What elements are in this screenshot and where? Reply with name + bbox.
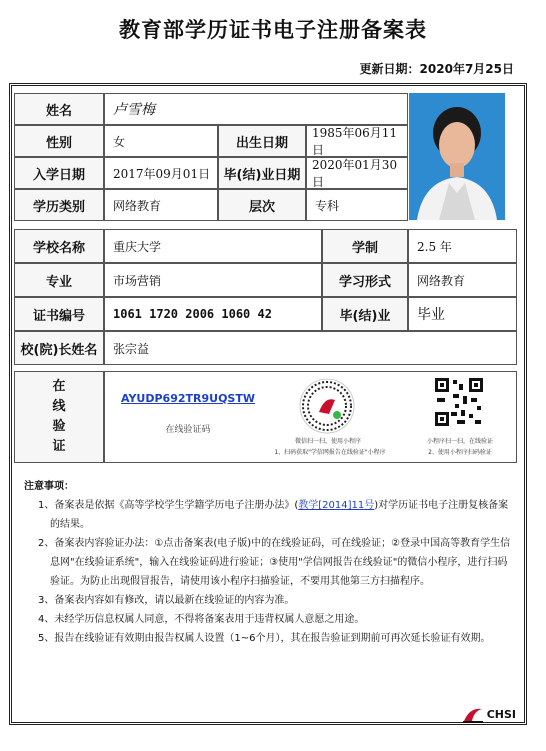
verify-step-1: 1、扫码获取"学信网报告在线验证"小程序 [274, 449, 386, 456]
label-enroll: 入学日期 [14, 157, 104, 189]
verify-char-3: 验 [52, 419, 66, 434]
note-1-text-end: )对学历证书电子注册复核备案的结果。 [50, 500, 509, 530]
notes-section [24, 477, 514, 648]
label-duration: 学制 [322, 229, 408, 263]
update-date: 更新日期：2020年7月25日 [359, 62, 514, 76]
note-1 [24, 496, 514, 534]
notes-heading: 注意事项： [24, 481, 74, 492]
value-grad-result: 毕业 [408, 297, 517, 331]
student-photo [409, 93, 505, 220]
label-graduate: 毕(结)业日期 [218, 157, 306, 189]
note-3: 3、备案表内容如有修改，请以最新在线验证的内容为准。 [38, 595, 295, 606]
portrait-image [409, 93, 505, 220]
verify-char-2: 线 [52, 399, 66, 414]
chsi-logo [462, 705, 516, 723]
value-graduate: 2020年01月30日 [306, 157, 408, 189]
value-birth: 1985年06月11日 [306, 125, 408, 157]
label-name: 姓名 [14, 93, 104, 125]
label-school: 学校名称 [14, 229, 104, 263]
value-study-form: 网络教育 [408, 263, 517, 297]
verify-char-4: 证 [52, 439, 66, 454]
regulation-link[interactable]: 教学[2014]11号 [298, 500, 375, 511]
label-president: 校(院)长姓名 [14, 331, 104, 365]
verify-char-1: 在 [52, 379, 66, 394]
label-gender: 性别 [14, 125, 104, 157]
value-major: 市场营销 [104, 263, 322, 297]
value-category: 网络教育 [104, 189, 218, 221]
note-1-text: 1、备案表是依据《高等学校学生学籍学历电子注册办法》( [38, 500, 299, 511]
note-4: 4、未经学历信息权属人同意，不得将备案表用于违背权属人意愿之用途。 [38, 614, 365, 625]
value-level: 专科 [306, 189, 408, 221]
mini-program-code-icon[interactable] [299, 378, 355, 434]
label-category: 学历类别 [14, 189, 104, 221]
page-title: 教育部学历证书电子注册备案表 [119, 18, 427, 42]
value-duration: 2.5 年 [408, 229, 517, 263]
verify-code-link[interactable]: AYUDP692TR9UQSTW [121, 392, 255, 405]
label-major: 专业 [14, 263, 104, 297]
verify-step-2: 2、使用小程序扫码验证 [428, 449, 492, 456]
label-study-form: 学习形式 [322, 263, 408, 297]
label-birth: 出生日期 [218, 125, 306, 157]
value-gender: 女 [104, 125, 218, 157]
chsi-logo-text: CHSI [486, 707, 516, 721]
label-online-verify [14, 371, 104, 463]
qr-hint: 小程序扫一扫，在线验证 [426, 438, 493, 445]
value-enroll: 2017年09月01日 [104, 157, 218, 189]
value-president: 张宗益 [104, 331, 517, 365]
verify-box [104, 371, 517, 463]
label-grad-result: 毕(结)业 [322, 297, 408, 331]
chsi-logo-icon [462, 705, 484, 723]
qr-code-icon[interactable] [433, 376, 485, 428]
label-level: 层次 [218, 189, 306, 221]
label-cert-no: 证书编号 [14, 297, 104, 331]
note-5: 5、报告在线验证有效期由报告权属人设置（1~6个月），其在报告验证到期前可再次延长验证有效期。 [38, 633, 491, 644]
mini-hint: 微信扫一扫，使用小程序 [294, 438, 361, 445]
value-school: 重庆大学 [104, 229, 322, 263]
value-cert-no: 1061 1720 2006 1060 42 [104, 297, 322, 331]
value-name: 卢雪梅 [104, 93, 408, 125]
note-2: 2、备案表内容验证办法：①点击备案表(电子版)中的在线验证码，可在线验证；②登录中国高等教育学生信息网"在线验证系统"，输入在线验证码进行验证；③使用"学信网报告在线验证"的微信小程序，进行扫码验证。为防止出现假冒报告，请使用该小程序扫描验证，不要用其他第三方扫描程序。 [38, 538, 511, 587]
verify-code-label: 在线验证码 [165, 425, 211, 435]
